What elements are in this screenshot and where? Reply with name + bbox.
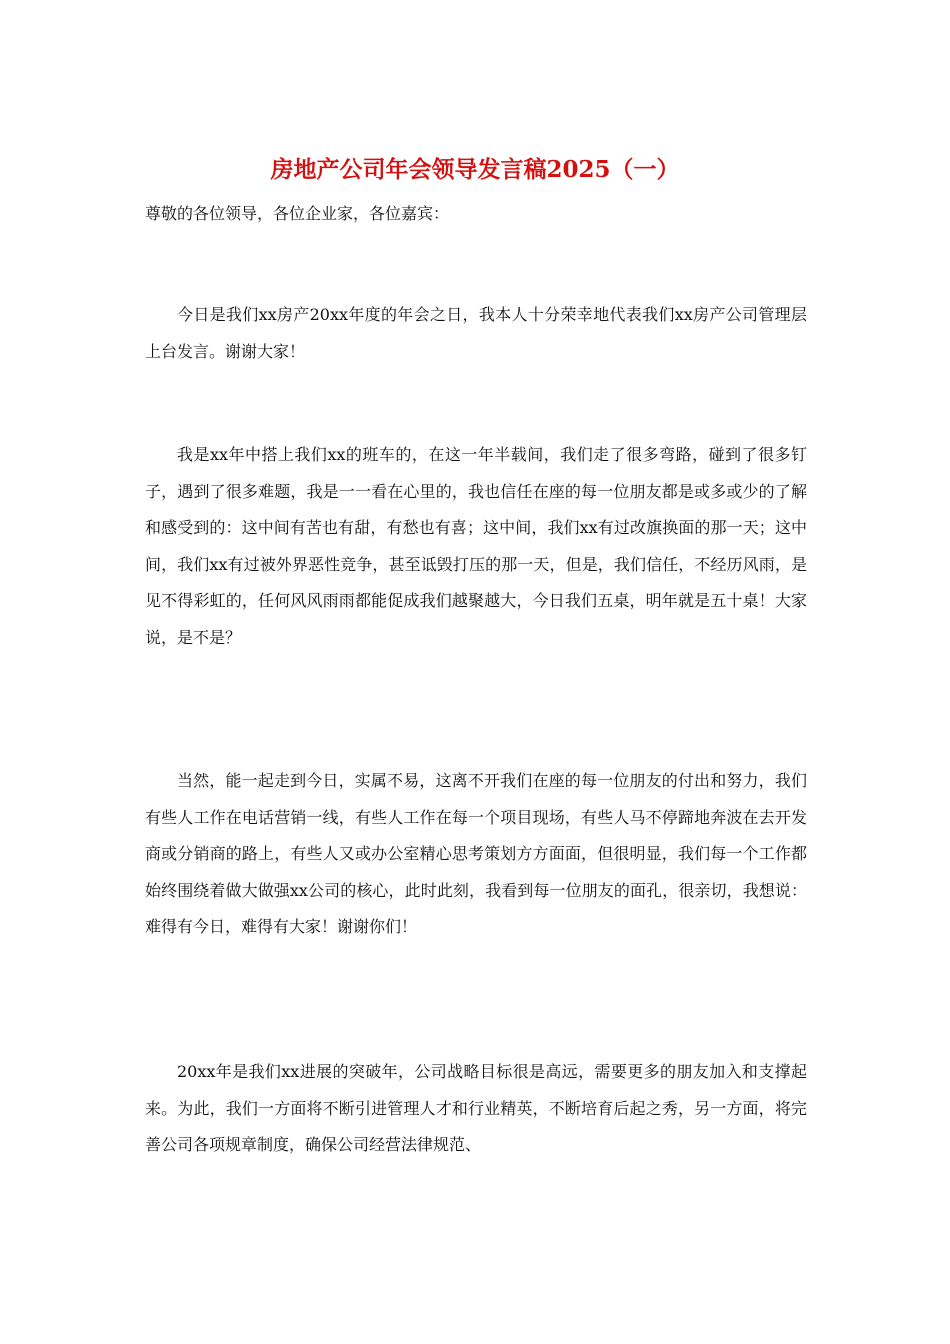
paragraph-1: 今日是我们xx房产20xx年度的年会之日，我本人十分荣幸地代表我们xx房产公司管理层上台发言。谢谢大家！ [145,305,807,361]
document-title: 房地产公司年会领导发言稿2025（一） [270,156,680,183]
paragraph-3: 当然，能一起走到今日，实属不易，这离不开我们在座的每一位朋友的付出和努力，我们有些人工作在电话营销一线，有些人工作在每一个项目现场，有些人马不停蹄地奔波在去开发商或分销商的路上，有些人又或办公室精心思考策划方方面面，但很明显，我们每一个工作都始终围绕着做大做强xx公司的核心，此时此刻，我看到每一位朋友的面孔，很亲切，我想说：难得有今日，难得有大家！谢谢你们！ [145,771,807,936]
salutation: 尊敬的各位领导，各位企业家，各位嘉宾： [145,204,450,223]
paragraph-2: 我是xx年中搭上我们xx的班车的，在这一年半载间，我们走了很多弯路，碰到了很多钉子，遇到了很多难题，我是一一看在心里的，我也信任在座的每一位朋友都是或多或少的了解和感受到的：这中间有苦也有甜，有愁也有喜；这中间，我们xx有过改旗换面的那一天；这中间，我们xx有过被外界恶性竞争，甚至诋毁打压的那一天，但是，我们信任，不经历风雨，是见不得彩虹的，任何风风雨雨都能促成我们越聚越大，今日我们五桌，明年就是五十桌！大家说，是不是？ [145,445,807,647]
paragraph-4: 20xx年是我们xx进展的突破年，公司战略目标很是高远，需要更多的朋友加入和支撑起来。为此，我们一方面将不断引进管理人才和行业精英，不断培育后起之秀，另一方面，将完善公司各项规章制度，确保公司经营法律规范、 [145,1062,807,1154]
